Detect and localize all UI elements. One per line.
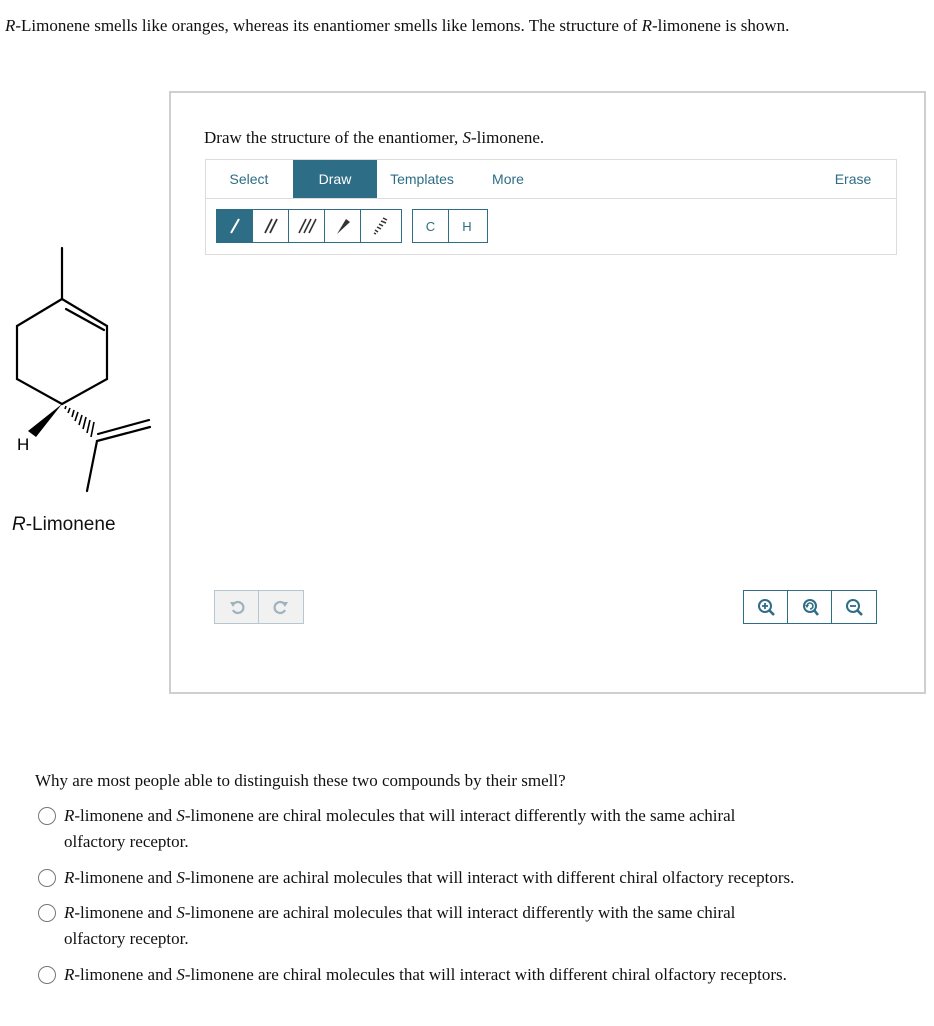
- intro-text: [5, 16, 789, 36]
- zoom-out-button[interactable]: [832, 591, 876, 623]
- option-3-italic-s: S: [176, 903, 185, 922]
- option-4-italic-r: R: [64, 965, 75, 984]
- option-1-part: -limonene and: [74, 806, 177, 825]
- question-text: Why are most people able to distinguish these two compounds by their smell?: [35, 771, 566, 790]
- option-3-text: [64, 900, 784, 952]
- radio-option-4[interactable]: [38, 966, 56, 984]
- triple-bond-tool[interactable]: [289, 210, 325, 242]
- caption-italic: R: [12, 514, 26, 535]
- molecule-caption: [12, 514, 116, 536]
- option-2-italic-s: S: [176, 868, 185, 887]
- methyl-bond-2: [87, 441, 97, 491]
- bond-tool-group: [216, 209, 402, 243]
- answer-option-3[interactable]: [38, 900, 784, 952]
- r-limonene-structure: [0, 240, 170, 510]
- redo-button[interactable]: [259, 591, 303, 623]
- option-3-rest: -limonene are achiral molecules that will interact differently with the same chiral olfactory receptor.: [64, 903, 736, 948]
- option-2-rest: -limonene are achiral molecules that will interact with different chiral olfactory receptors.: [184, 868, 795, 887]
- undo-button[interactable]: [215, 591, 259, 623]
- single-bond-tool[interactable]: [217, 210, 253, 242]
- tab-select[interactable]: Select: [229, 171, 269, 187]
- draw-prompt: [204, 128, 544, 148]
- zoom-in-button[interactable]: [744, 591, 788, 623]
- option-4-part: -limonene and: [74, 965, 177, 984]
- hash-bond-tool[interactable]: [361, 210, 397, 242]
- option-4-text: [64, 962, 884, 988]
- answer-option-1[interactable]: [38, 803, 784, 855]
- ring-bond: [17, 299, 62, 326]
- ring-bond: [17, 379, 62, 404]
- tab-draw[interactable]: Draw: [293, 160, 377, 198]
- radio-option-1[interactable]: [38, 807, 56, 825]
- tab-templates[interactable]: Templates: [390, 171, 454, 187]
- prompt-text-end: -limonene.: [470, 128, 545, 147]
- h-atom-label: H: [17, 435, 30, 454]
- single-bond-icon: [225, 216, 245, 236]
- tab-more[interactable]: More: [492, 171, 524, 187]
- zoom-reset-icon: [800, 597, 820, 617]
- intro-text-part: -Limonene smells like oranges, whereas its enantiomer smells like lemons. The structure of: [15, 16, 642, 35]
- vinyl-double-bond: [98, 420, 149, 434]
- wedge-bond: [28, 404, 62, 437]
- history-controls: [214, 590, 304, 624]
- radio-option-2[interactable]: [38, 869, 56, 887]
- atom-tool-group: [412, 209, 488, 243]
- option-2-text: [64, 865, 884, 891]
- option-2-italic-r: R: [64, 868, 75, 887]
- option-1-italic-s: S: [176, 806, 185, 825]
- intro-italic-r: R: [5, 16, 16, 35]
- ring-bond: [62, 299, 107, 326]
- option-1-text: [64, 803, 784, 855]
- answer-option-2[interactable]: [38, 865, 884, 891]
- zoom-out-icon: [844, 597, 864, 617]
- option-1-italic-r: R: [64, 806, 75, 825]
- vinyl-bond: [97, 427, 150, 441]
- option-3-italic-r: R: [64, 903, 75, 922]
- radio-option-3[interactable]: [38, 904, 56, 922]
- option-2-part: -limonene and: [74, 868, 177, 887]
- ring-bond: [62, 379, 107, 404]
- wedge-bond-tool[interactable]: [325, 210, 361, 242]
- caption-text: -Limonene: [25, 514, 116, 535]
- prompt-italic: S: [462, 128, 471, 147]
- drawing-panel: [169, 91, 926, 694]
- zoom-in-icon: [756, 597, 776, 617]
- editor-toolbar: [205, 159, 897, 255]
- erase-button[interactable]: Erase: [834, 171, 872, 187]
- double-bond-icon: [261, 216, 281, 236]
- answer-option-4[interactable]: [38, 962, 884, 988]
- intro-italic-r2: R: [641, 16, 652, 35]
- carbon-atom-button[interactable]: C: [413, 210, 449, 242]
- triple-bond-icon: [297, 216, 317, 236]
- option-4-rest: -limonene are chiral molecules that will interact with different chiral olfactory receptors.: [184, 965, 787, 984]
- redo-icon: [272, 598, 290, 616]
- editor-tabs: [206, 160, 896, 199]
- hash-bond-icon: [369, 216, 389, 236]
- option-4-italic-s: S: [176, 965, 185, 984]
- double-bond-tool[interactable]: [253, 210, 289, 242]
- zoom-controls: [743, 590, 877, 624]
- hash-bond: [65, 406, 94, 437]
- wedge-bond-icon: [333, 216, 353, 236]
- option-1-rest: -limonene are chiral molecules that will interact differently with the same achiral olfactory receptor.: [64, 806, 736, 851]
- zoom-reset-button[interactable]: [788, 591, 832, 623]
- intro-text-end: -limonene is shown.: [651, 16, 790, 35]
- undo-icon: [228, 598, 246, 616]
- hydrogen-atom-button[interactable]: H: [462, 218, 472, 234]
- option-3-part: -limonene and: [74, 903, 177, 922]
- prompt-text: Draw the structure of the enantiomer,: [204, 128, 463, 147]
